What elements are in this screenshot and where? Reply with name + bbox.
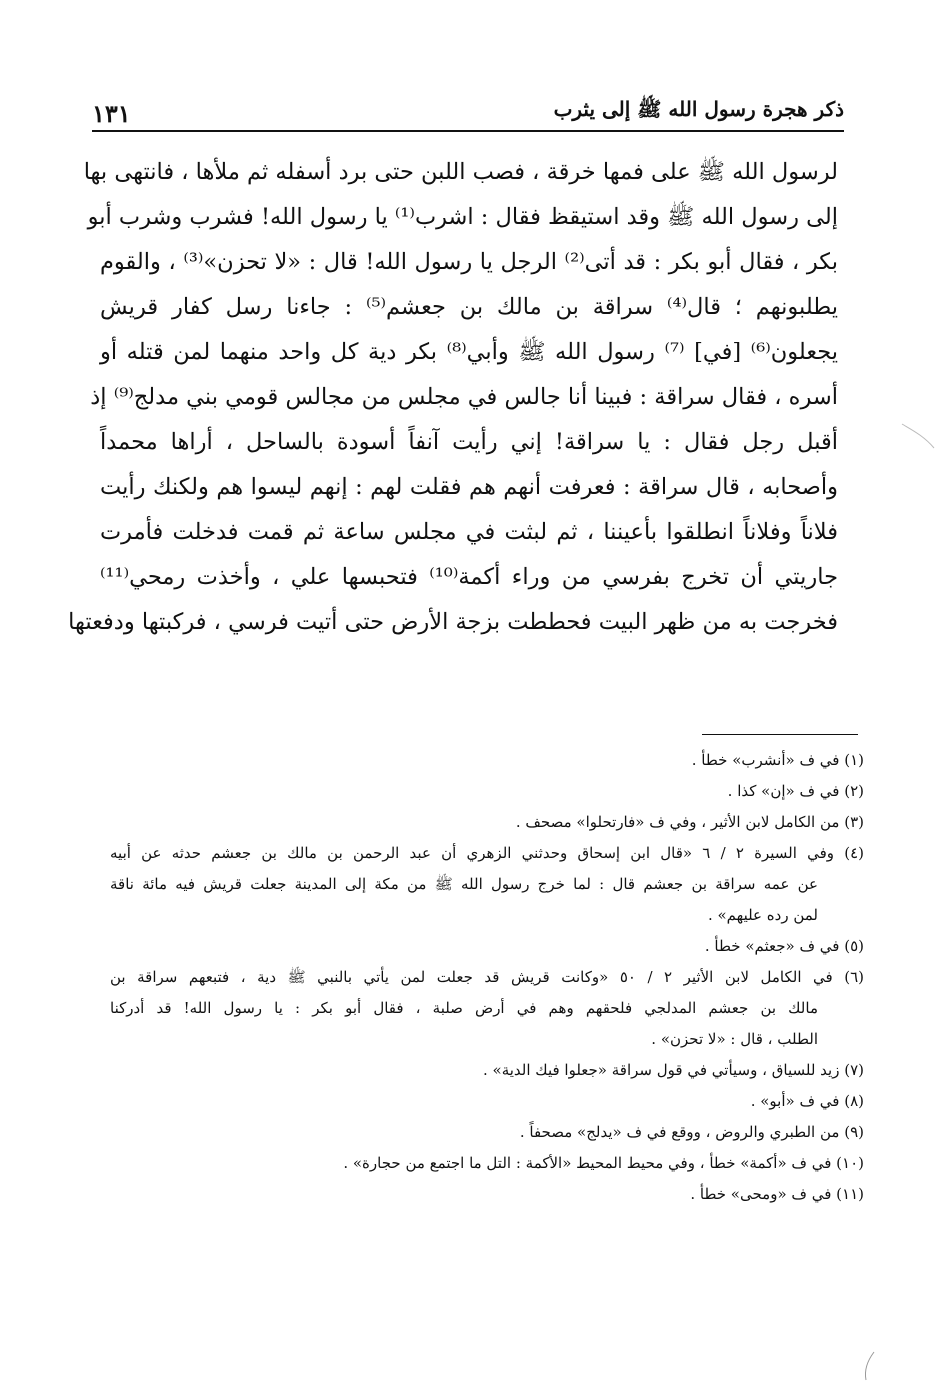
footnote: [110, 1148, 864, 1179]
page-header: [92, 96, 844, 132]
text-line: فخرجت به من ظهر البيت فحططت بزجة الأرض حتى أتيت فرسي ، فركبتها ودفعتها: [68, 609, 838, 635]
footnote-line: لمن رده عليهم» .: [707, 906, 818, 924]
scan-corner-mark: [858, 1350, 878, 1382]
footnote: [110, 807, 864, 838]
footnote: [110, 745, 864, 776]
text-line: جاريتي أن تخرج بفرسي من وراء أكمة⁽¹⁰⁾ فتحبسها علي ، وأخذت رمحي⁽¹¹⁾: [100, 564, 838, 590]
footnote-line: (٦) في الكامل لابن الأثير ٢ / ٥٠ «وكانت قريش قد جعلت لمن يأتي بالنبي ﷺ دية ، فتبعهم سراقة بن: [110, 968, 865, 986]
footnote: [110, 931, 864, 962]
footnote-line: (٢) في ف «إن» كذا .: [727, 782, 864, 800]
footnote-line: (١) في ف «أنشرب» خطأ .: [691, 751, 864, 769]
footnotes: [110, 745, 864, 1210]
text-line: إلى رسول الله ﷺ وقد استيقظ فقال : اشرب⁽¹⁾ يا رسول الله! فشرب وشرب أبو: [87, 204, 838, 230]
footnote-line: (٥) في ف «جعثم» خطأ .: [704, 937, 864, 955]
page-number: ١٣١: [92, 99, 131, 128]
footnote: [110, 776, 864, 807]
footnote-line: (٨) في ف «أبو» .: [750, 1092, 864, 1110]
footnote-line: (٧) زيد للسياق ، وسيأتي في قول سراقة «جعلوا فيك الدية» .: [483, 1061, 864, 1079]
footnote-line: (٤) وفي السيرة ٢ / ٦ «قال ابن إسحاق وحدثني الزهري أن عبد الرحمن بن مالك بن جعشم حدثه عن أبيه: [110, 844, 865, 862]
footnote-line: مالك بن جعشم المدلجي فلحقهم وهم في أرض صلبة ، فقال أبو بكر : يا رسول الله! قد أدركنا: [110, 999, 818, 1017]
footnote: [110, 1179, 864, 1210]
footnote-line: (١١) في ف «ومحى» خطأ .: [690, 1185, 864, 1203]
text-line: أسره ، فقال سراقة : فبينا أنا جالس في مجلس من مجالس قومي بني مدلج⁽⁹⁾ إذ: [90, 384, 838, 410]
text-line: لرسول الله ﷺ على فمها خرقة ، فصب اللبن حتى برد أسفله ثم ملأها ، فانتهى بها: [83, 159, 838, 185]
footnote: [110, 962, 864, 1055]
text-line: أقبل رجل فقال : يا سراقة! إني رأيت آنفاً أسودة بالساحل ، أراها محمداً: [100, 429, 838, 455]
footnote: [110, 1117, 864, 1148]
footnote-line: عن عمه سراقة بن جعشم قال : لما خرج رسول الله ﷺ من مكة إلى المدينة جعلت قريش فيه مائة ناقة: [110, 875, 818, 893]
footnote-line: (٣) من الكامل لابن الأثير ، وفي ف «فارتحلوا» مصحف .: [515, 813, 864, 831]
text-line: بكر ، فقال أبو بكر : قد أتى⁽²⁾ الرجل يا رسول الله! قال : «لا تحزن»⁽³⁾ ، والقوم: [100, 249, 838, 275]
footnote-line: (٩) من الطبري والروض ، ووقع في ف «يدلج» مصحفاً .: [519, 1123, 864, 1141]
footnote-separator: [702, 734, 858, 735]
footnote: [110, 1086, 864, 1117]
footnote: [110, 1055, 864, 1086]
scan-margin-mark: [900, 420, 936, 450]
footnote: [110, 838, 864, 931]
text-line: فلاناً وفلاناً انطلقوا بأعيننا ، ثم لبثت في مجلس ساعة ثم قمت فدخلت فأمرت: [100, 519, 838, 545]
main-text: [68, 150, 838, 645]
text-line: يطلبونهم ؛ قال⁽⁴⁾ سراقة بن مالك بن جعشم⁽⁵⁾ : جاءنا رسل كفار قريش: [100, 294, 838, 320]
text-line: وأصحابه ، قال سراقة : فعرفت أنهم هم فقلت لهم : إنهم ليسوا هم ولكنك رأيت: [100, 474, 838, 500]
running-title: ذكر هجرة رسول الله ﷺ إلى يثرب: [553, 97, 844, 121]
text-line: يجعلون⁽⁶⁾ [في] ⁽⁷⁾ رسول الله ﷺ وأبي⁽⁸⁾ بكر دية كل واحد منهما لمن قتله أو: [100, 339, 838, 365]
footnote-line: الطلب ، قال : «لا تحزن» .: [651, 1030, 818, 1048]
footnote-line: (١٠) في ف «أكمة» خطأ ، وفي محيط المحيط «الأكمة : التل ما اجتمع من حجارة» .: [343, 1154, 864, 1172]
